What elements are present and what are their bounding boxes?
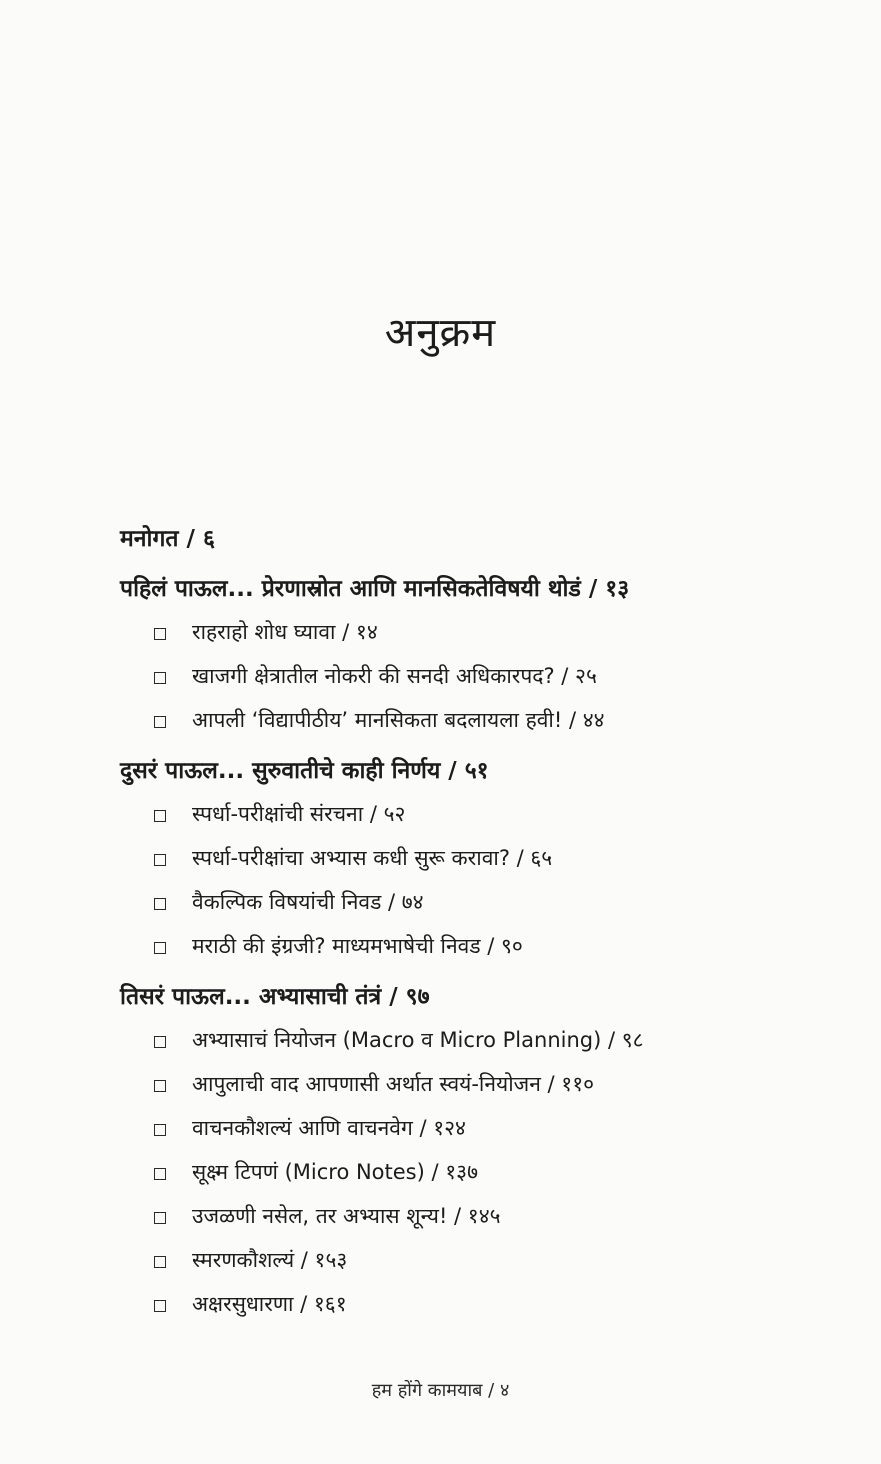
list-item (154, 1062, 840, 1106)
item-text: राहराहो शोध घ्यावा / १४ (192, 620, 378, 644)
item-text: मराठी की इंग्रजी? माध्यमभाषेची निवड / ९० (192, 934, 523, 958)
list-item (154, 654, 840, 698)
item-text: अक्षरसुधारणा / १६१ (192, 1292, 347, 1316)
checkbox-bullet-icon (154, 854, 166, 866)
list-item (154, 1018, 840, 1062)
item-text: अभ्यासाचं नियोजन (Macro व Micro Planning) / ९८ (192, 1028, 644, 1052)
item-text: वैकल्पिक विषयांची निवड / ७४ (192, 890, 424, 914)
item-text: उजळणी नसेल, तर अभ्यास शून्य! / १४५ (192, 1204, 501, 1228)
list-item (154, 792, 840, 836)
checkbox-bullet-icon (154, 1212, 166, 1224)
checkbox-bullet-icon (154, 1300, 166, 1312)
item-text: स्पर्धा-परीक्षांचा अभ्यास कधी सुरू करावा? / ६५ (192, 846, 553, 870)
item-text: आपली ‘विद्यापीठीय’ मानसिकता बदलायला हवी! / ४४ (192, 708, 605, 732)
checkbox-bullet-icon (154, 1036, 166, 1048)
section-3 (120, 980, 840, 1326)
list-item (154, 1106, 840, 1150)
checkbox-bullet-icon (154, 898, 166, 910)
item-text: सूक्ष्म टिपणं (Micro Notes) / १३७ (192, 1160, 479, 1184)
section-heading: पहिलं पाऊल... प्रेरणास्रोत आणि मानसिकतेविषयी थोडं / १३ (120, 576, 630, 602)
section-items (120, 610, 840, 742)
list-item (154, 1282, 840, 1326)
checkbox-bullet-icon (154, 1256, 166, 1268)
list-item (154, 1194, 840, 1238)
item-text: खाजगी क्षेत्रातील नोकरी की सनदी अधिकारपद? / २५ (192, 664, 597, 688)
list-item (154, 924, 840, 968)
section-heading: तिसरं पाऊल... अभ्यासाची तंत्रं / ९७ (120, 984, 430, 1010)
list-item (154, 836, 840, 880)
item-text: आपुलाची वाद आपणासी अर्थात स्वयं-नियोजन / ११० (192, 1072, 595, 1096)
section-items (120, 792, 840, 968)
checkbox-bullet-icon (154, 628, 166, 640)
checkbox-bullet-icon (154, 672, 166, 684)
checkbox-bullet-icon (154, 1124, 166, 1136)
item-text: वाचनकौशल्यं आणि वाचनवेग / १२४ (192, 1116, 466, 1140)
checkbox-bullet-icon (154, 1168, 166, 1180)
list-item (154, 880, 840, 924)
page-footer: हम होंगे कामयाब / ४ (371, 1380, 510, 1401)
checkbox-bullet-icon (154, 810, 166, 822)
checkbox-bullet-icon (154, 716, 166, 728)
item-text: स्मरणकौशल्यं / १५३ (192, 1248, 348, 1272)
list-item (154, 1238, 840, 1282)
section-heading: दुसरं पाऊल... सुरुवातीचे काही निर्णय / ५१ (120, 758, 489, 784)
page-title: अनुक्रम (384, 309, 497, 356)
list-item (154, 610, 840, 654)
item-text: स्पर्धा-परीक्षांची संरचना / ५२ (192, 802, 406, 826)
section-1 (120, 572, 840, 742)
list-item (154, 698, 840, 742)
checkbox-bullet-icon (154, 1080, 166, 1092)
list-item (154, 1150, 840, 1194)
section-items (120, 1018, 840, 1326)
checkbox-bullet-icon (154, 942, 166, 954)
preface-entry: मनोगत / ६ (120, 526, 215, 552)
section-2 (120, 754, 840, 968)
table-of-contents (120, 522, 840, 1326)
